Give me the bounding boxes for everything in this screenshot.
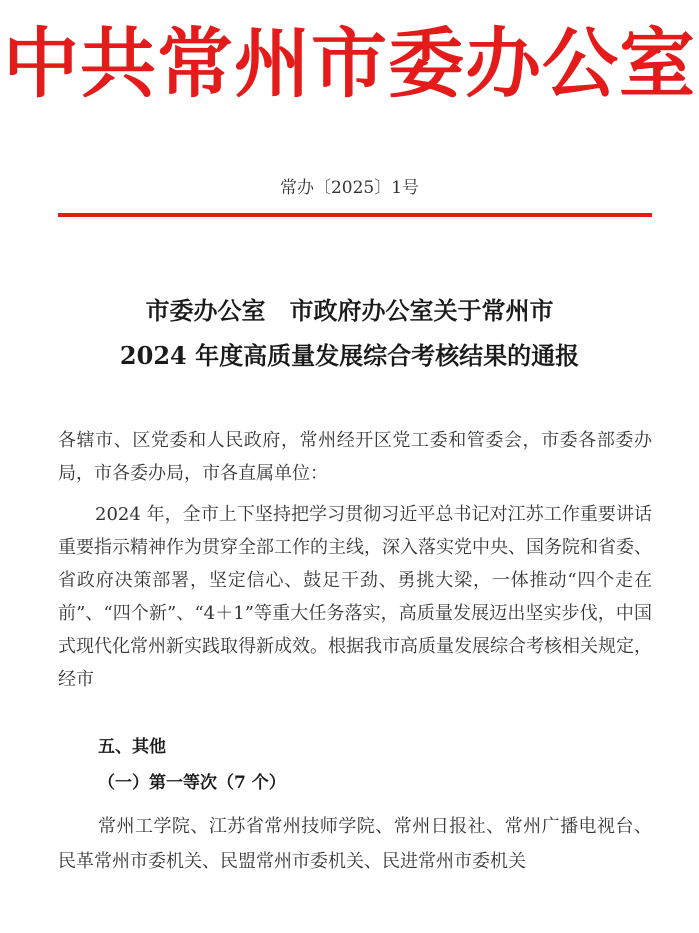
- red-divider-line: [58, 213, 652, 217]
- section-heading: 五、其他: [98, 737, 166, 757]
- title-line-2: 2024 年度高质量发展综合考核结果的通报: [119, 341, 580, 370]
- masthead-title: 中共常州市委办公室: [3, 19, 696, 108]
- document-title: [0, 288, 699, 378]
- unit-list: 常州工学院、江苏省常州技师学院、常州日报社、常州广播电视台、民革常州市委机关、民盟常州市委机关、民进常州市委机关: [58, 816, 652, 872]
- sub-heading: （一）第一等次（7 个）: [98, 773, 286, 793]
- document-number: 常办〔2025〕1号: [279, 178, 420, 198]
- title-line-1: 市委办公室 市政府办公室关于常州市: [145, 296, 554, 325]
- body-paragraph: 2024 年，全市上下坚持把学习贯彻习近平总书记对江苏工作重要讲话重要指示精神作为贯穿全部工作的主线，深入落实党中央、国务院和省委、省政府决策部署，坚定信心、鼓足干劲、勇挑大梁，一体推动“四个走在前”、“四个新”、“4＋1”等重大任务落实，高质量发展迈出坚实步伐，中国式现代化常州新实践取得新成效。根据我市高质量发展综合考核相关规定，经市: [58, 504, 652, 690]
- addressee-paragraph: 各辖市、区党委和人民政府，常州经开区党工委和管委会，市委各部委办局，市各委办局，市各直属单位：: [58, 430, 652, 484]
